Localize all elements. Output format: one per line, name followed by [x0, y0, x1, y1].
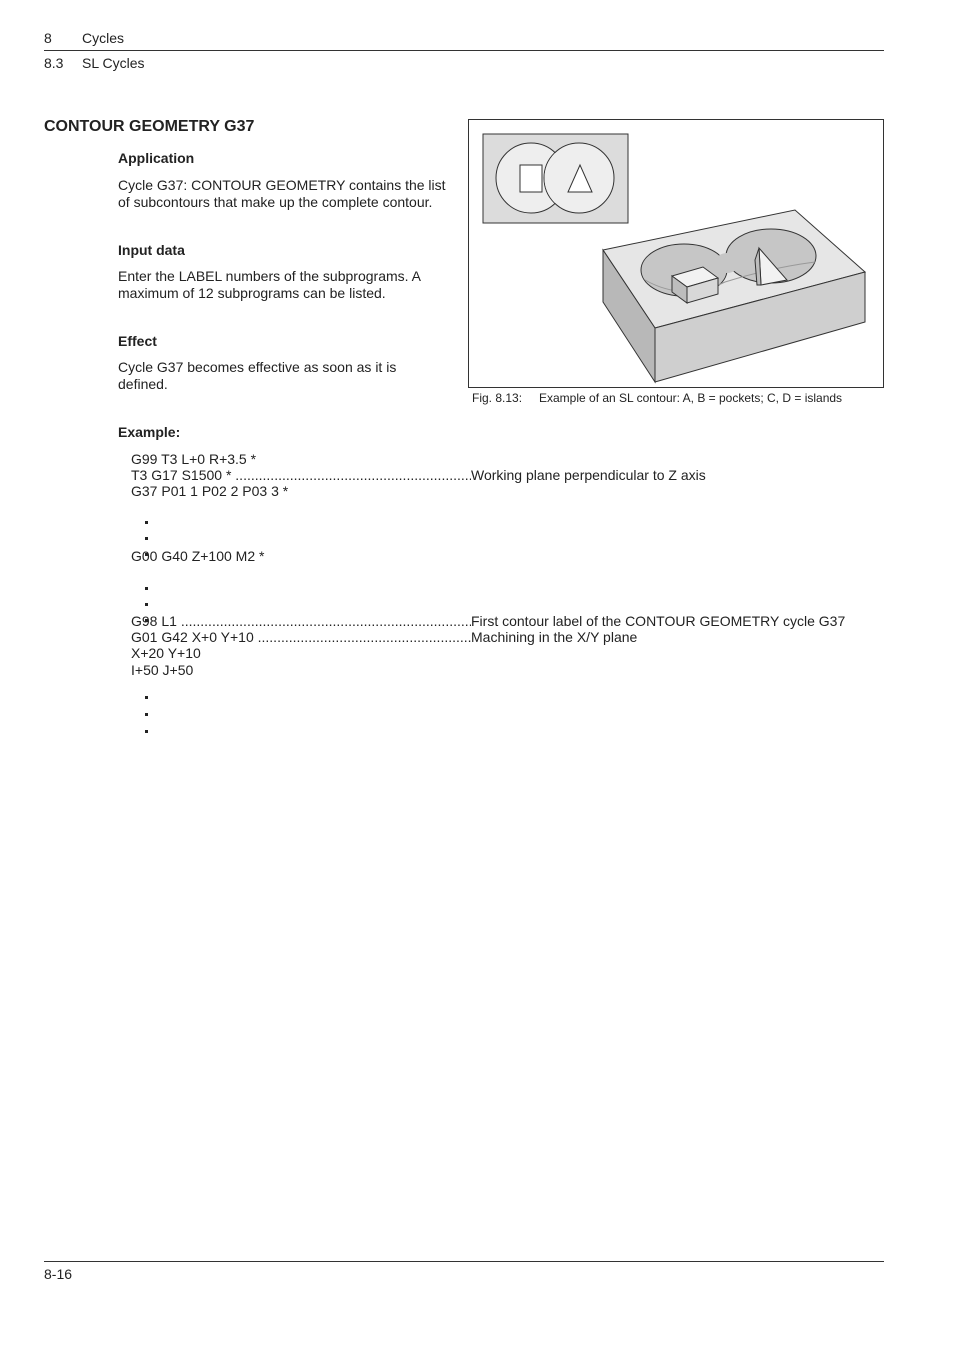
ellipsis-dot	[145, 603, 148, 606]
application-heading: Application	[118, 150, 195, 166]
effect-text: Cycle G37 becomes effective as soon as it is defined.	[118, 359, 397, 392]
header-rule	[44, 50, 884, 51]
effect-heading: Effect	[118, 333, 157, 349]
footer-rule	[44, 1261, 884, 1262]
page-title: CONTOUR GEOMETRY G37	[44, 118, 255, 135]
ellipsis-dot	[145, 713, 148, 716]
island-c-square	[520, 165, 542, 192]
code-line: T3 G17 S1500 * ..... Working plane perpendicular to Z axis	[131, 467, 706, 483]
figure-sl-contour	[468, 119, 884, 388]
code-line: G00 G40 Z+100 M2 *	[131, 548, 265, 564]
code-line: I+50 J+50	[131, 662, 194, 678]
input-data-text: Enter the LABEL numbers of the subprograms. A maximum of 12 subprograms can be listed.	[118, 268, 421, 301]
application-text: Cycle G37: CONTOUR GEOMETRY contains the list of subcontours that make up the complete contour.	[118, 177, 446, 210]
code-line: X+20 Y+10	[131, 645, 201, 661]
ellipsis-dot	[145, 587, 148, 590]
figure-caption-text: Example of an SL contour: A, B = pockets; C, D = islands	[539, 391, 843, 405]
input-data-heading: Input data	[118, 242, 185, 258]
example-heading: Example:	[118, 424, 181, 440]
section-title: SL Cycles	[82, 55, 145, 71]
figure-number: Fig. 8.13:	[472, 391, 523, 405]
chapter-title: Cycles	[82, 30, 125, 46]
ellipsis-dot	[145, 730, 148, 733]
running-header-section	[44, 55, 145, 71]
page-number: 8-16	[44, 1266, 73, 1282]
sl-contour-illustration	[469, 120, 883, 387]
figure-caption	[472, 391, 842, 405]
running-header-chapter	[44, 30, 124, 46]
ellipsis-dot	[145, 696, 148, 699]
code-line: G98 L1 ..... First contour label of the CONTOUR GEOMETRY cycle G37	[131, 613, 845, 629]
ellipsis-dot	[145, 521, 148, 524]
code-line: G99 T3 L+0 R+3.5 *	[131, 451, 257, 467]
code-line: G37 P01 1 P02 2 P03 3 *	[131, 483, 289, 499]
chapter-number: 8	[44, 30, 52, 46]
ellipsis-dot	[145, 537, 148, 540]
section-number: 8.3	[44, 55, 64, 71]
code-line: G01 G42 X+0 Y+10 ..... Machining in the X/Y plane	[131, 629, 637, 645]
